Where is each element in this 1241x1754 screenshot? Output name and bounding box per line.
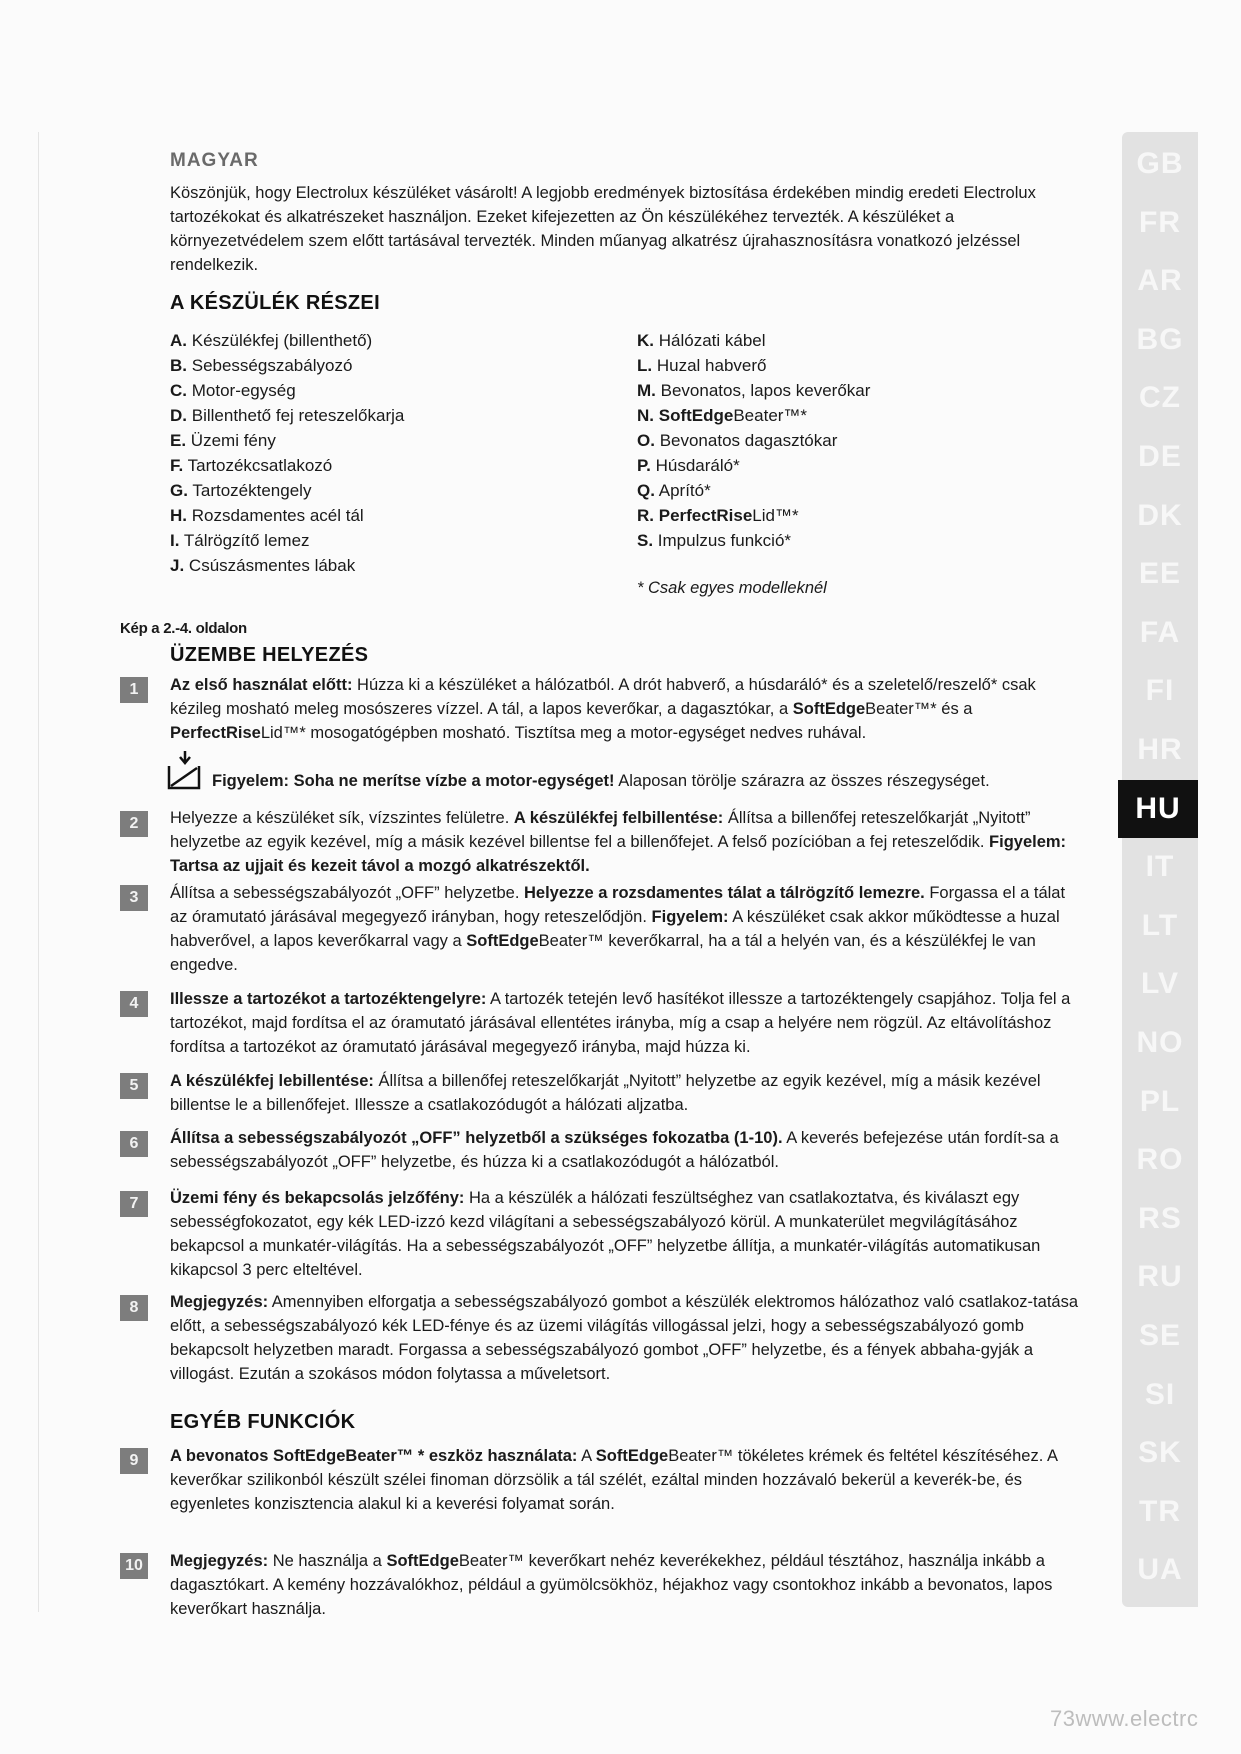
language-tab-si[interactable]: SI bbox=[1144, 1377, 1176, 1411]
parts-list-left bbox=[170, 328, 404, 578]
language-tab-no[interactable]: NO bbox=[1136, 1026, 1184, 1059]
part-item bbox=[637, 478, 870, 503]
setup-heading: ÜZEMBE HELYEZÉS bbox=[170, 644, 369, 666]
step-bold-text: Az első használat előtt: bbox=[170, 676, 353, 694]
part-item bbox=[170, 428, 404, 453]
step-bold-text: A készülékfej felbillentése: bbox=[513, 809, 724, 827]
no-immersion-icon bbox=[165, 750, 205, 790]
step-bold-text: Figyelem: Tartsa az ujjait és kezeit távol a mozgó alkatrészektől. bbox=[170, 833, 1067, 875]
step-number-badge: 9 bbox=[120, 1448, 148, 1474]
part-item bbox=[637, 328, 870, 353]
step-bold-text: A készülékfej lebillentése: bbox=[170, 1072, 374, 1090]
part-item bbox=[170, 328, 404, 353]
language-tab-fa[interactable]: FA bbox=[1139, 615, 1181, 649]
step-bold-text: Figyelem: bbox=[651, 908, 729, 926]
step-number-badge: 5 bbox=[120, 1073, 148, 1099]
step-bold-text: Megjegyzés: bbox=[170, 1293, 269, 1311]
part-brand: SoftEdge bbox=[658, 406, 734, 425]
language-tab-cz[interactable]: CZ bbox=[1139, 381, 1181, 415]
step-plain-text: A keverés befejezése után fordít-sa a sebességszabályozót „OFF” helyzetbe, és húzza ki a csatlakozódugót a hálózatból. bbox=[170, 1129, 1059, 1171]
step-bold-text: Állítsa a sebességszabályozót „OFF” helyzetből a szükséges fokozatba (1-10). bbox=[170, 1129, 783, 1147]
step-number-badge: 1 bbox=[120, 677, 148, 703]
part-text: Aprító* bbox=[658, 481, 711, 500]
language-tab-rs[interactable]: RS bbox=[1138, 1201, 1182, 1235]
step-text bbox=[170, 1549, 1080, 1621]
part-brand: PerfectRise bbox=[658, 506, 753, 525]
step-text bbox=[170, 806, 1080, 878]
part-item bbox=[170, 503, 404, 528]
part-text: Motor-egység bbox=[191, 381, 296, 400]
step-number-badge: 8 bbox=[120, 1295, 148, 1321]
part-letter: K. bbox=[637, 331, 654, 350]
part-text: Bevonatos dagasztókar bbox=[659, 431, 838, 450]
language-tab-ro[interactable]: RO bbox=[1136, 1143, 1184, 1177]
step-bold-text: PerfectRise bbox=[170, 724, 261, 742]
step-bold-text: Illessze a tartozékot a tartozéktengelyre: bbox=[170, 990, 487, 1008]
part-letter: A. bbox=[170, 331, 187, 350]
language-tab-it[interactable]: IT bbox=[1145, 850, 1175, 884]
step-number-badge: 10 bbox=[120, 1553, 148, 1579]
part-text: Tálrögzítő lemez bbox=[183, 531, 310, 550]
language-tab-ua[interactable]: UA bbox=[1137, 1553, 1183, 1587]
part-letter: S. bbox=[637, 531, 654, 550]
part-item bbox=[170, 403, 404, 428]
parts-list-right bbox=[637, 328, 870, 553]
intro-paragraph: Köszönjük, hogy Electrolux készüléket vásárolt! A legjobb eredmények biztosítása érdekében mindig eredeti Electrolux tartozékokat és alkatrészeket használjon. Ezeket kifejezetten az Ön készülékéhez tervezték. A készüléket a környezetvédelem szem előtt tartásával tervezték. Minden műanyag alkatrész újrahasznosításra vonatkozó jelzéssel rendelkezik. bbox=[170, 184, 1036, 274]
step-plain-text: A készüléket csak akkor működtesse a huzal habverővel, a lapos keverőkarral vagy a bbox=[170, 908, 1060, 950]
part-text: Csúszásmentes lábak bbox=[188, 556, 356, 575]
part-text: Billenthető fej reteszelőkarja bbox=[191, 406, 405, 425]
part-text: Sebességszabályozó bbox=[191, 356, 353, 375]
step-plain-text: Állítsa a billenőfej reteszelőkarját „Nyitott” helyzetbe az egyik kezével, míg a másik kezével billentse fel a billenőfejet. A felső pozícióban a fej reteszelődik. bbox=[170, 809, 1031, 851]
part-text: Tartozékcsatlakozó bbox=[187, 456, 333, 475]
language-tab-de[interactable]: DE bbox=[1138, 440, 1182, 473]
language-tab-dk[interactable]: DK bbox=[1137, 498, 1183, 532]
step-text bbox=[170, 1186, 1080, 1282]
step-plain-text: Ha a készülék a hálózati feszültséghez van csatlakoztatva, és kiválaszt egy sebességfokozatot, egy kék LED-izzó kezd világítani a sebességszabályozó körül. A munkaterület megvilágításához bekapcsol a munkatér-világítás. Ha a sebességszabályozót „OFF” helyzetbe állítja, a munkatér-világítás automatikusan kikapcsol 3 perc elteltével. bbox=[170, 1189, 1041, 1279]
part-item bbox=[170, 553, 404, 578]
language-tab-se[interactable]: SE bbox=[1138, 1319, 1182, 1352]
step-plain-text: Beater™ keverőkarral, ha a tál a helyén van, és a készülékfej le van engedve. bbox=[170, 932, 1036, 974]
part-letter: H. bbox=[170, 506, 187, 525]
step-bold-text: SoftEdge bbox=[386, 1552, 459, 1570]
language-label: MAGYAR bbox=[170, 150, 259, 171]
part-item bbox=[637, 528, 870, 553]
language-tab-tr[interactable]: TR bbox=[1139, 1494, 1181, 1528]
step-text bbox=[170, 1069, 1080, 1117]
part-letter: G. bbox=[170, 481, 188, 500]
step-text bbox=[170, 673, 1080, 745]
step-bold-text: Megjegyzés: bbox=[170, 1552, 269, 1570]
part-letter: L. bbox=[637, 356, 653, 375]
language-tab-ar[interactable]: AR bbox=[1137, 264, 1183, 298]
part-letter: F. bbox=[170, 456, 184, 475]
language-tabs bbox=[1122, 132, 1198, 1607]
step-plain-text: Állítsa a sebességszabályozót „OFF” helyzetbe. bbox=[170, 884, 524, 902]
step-plain-text: Ne használja a bbox=[268, 1552, 387, 1570]
step-text bbox=[170, 1126, 1080, 1174]
step-text bbox=[170, 881, 1080, 977]
language-tab-ee[interactable]: EE bbox=[1138, 557, 1182, 591]
part-item bbox=[170, 528, 404, 553]
part-item bbox=[637, 353, 870, 378]
part-item bbox=[170, 378, 404, 403]
step-bold-text: A bevonatos SoftEdgeBeater™ * eszköz használata: bbox=[170, 1447, 578, 1465]
part-letter: Q. bbox=[637, 481, 655, 500]
language-tab-pl[interactable]: PL bbox=[1139, 1084, 1181, 1118]
part-item bbox=[637, 453, 870, 478]
language-tab-fr[interactable]: FR bbox=[1139, 205, 1181, 239]
part-item bbox=[170, 478, 404, 503]
part-text: Beater™* bbox=[733, 406, 808, 425]
part-text: Huzal habverő bbox=[656, 356, 767, 375]
step-text bbox=[170, 1444, 1080, 1516]
part-letter: J. bbox=[170, 556, 185, 575]
step-plain-text: A tartozék tetején levő hasítékot illessze a tartozéktengely csapjához. Tolja fel a tartozékot, majd fordítsa el az óramutató járásával ellentétes irányba, míg a csap a helyére nem rögzül. Az eltávolításhoz fordítsa a tartozékot az óramutató járásával megegyező irányba, majd húzza ki. bbox=[170, 990, 1071, 1056]
part-letter: N. bbox=[637, 406, 654, 425]
step-plain-text: Forgassa el a tálat az óramutató járásával megegyező irányban, hogy reteszelődjön. bbox=[170, 884, 1066, 926]
part-item bbox=[170, 353, 404, 378]
picture-reference: Kép a 2.-4. oldalon bbox=[120, 620, 247, 637]
part-text: Húsdaráló* bbox=[655, 456, 740, 475]
part-letter: E. bbox=[170, 431, 187, 450]
step-number-badge: 7 bbox=[120, 1191, 148, 1217]
part-item bbox=[637, 428, 870, 453]
part-letter: M. bbox=[637, 381, 656, 400]
step-text bbox=[170, 1290, 1080, 1386]
language-tab-fi[interactable]: FI bbox=[1145, 674, 1175, 708]
part-text: Impulzus funkció* bbox=[657, 531, 792, 550]
part-text: Bevonatos, lapos keverőkar bbox=[660, 381, 871, 400]
step-number-badge: 3 bbox=[120, 885, 148, 911]
language-tab-hu[interactable]: HU bbox=[1118, 780, 1198, 838]
step-plain-text: Lid™* mosogatógépben mosható. Tisztítsa meg a motor-egységet nedves ruhával. bbox=[260, 724, 867, 742]
part-text: Rozsdamentes acél tál bbox=[191, 506, 364, 525]
step-number-badge: 4 bbox=[120, 991, 148, 1017]
left-margin-rule bbox=[38, 132, 39, 1612]
warning-bold: Figyelem: Soha ne merítse vízbe a motor-egységet! bbox=[212, 772, 615, 790]
part-item bbox=[170, 453, 404, 478]
language-tab-bg[interactable]: BG bbox=[1136, 322, 1184, 356]
part-letter: R. bbox=[637, 506, 654, 525]
step-plain-text: Állítsa a billenőfej reteszelőkarját „Nyitott” helyzetbe az egyik kezével, míg a másik kezével billentse le a billenőfejet. Illessze a csatlakozódugót a hálózati aljzatba. bbox=[170, 1072, 1041, 1114]
warning-row bbox=[165, 750, 1080, 798]
step-number-badge: 2 bbox=[120, 811, 148, 837]
step-number-badge: 6 bbox=[120, 1131, 148, 1157]
step-bold-text: Üzemi fény és bekapcsolás jelzőfény: bbox=[170, 1189, 465, 1207]
part-item bbox=[637, 403, 870, 428]
part-item bbox=[637, 378, 870, 403]
parts-footnote: * Csak egyes modelleknél bbox=[637, 579, 827, 597]
step-plain-text: Helyezze a készüléket sík, vízszintes felületre. bbox=[170, 809, 514, 827]
part-text: Üzemi fény bbox=[190, 431, 276, 450]
part-text: Lid™* bbox=[752, 506, 799, 525]
part-letter: C. bbox=[170, 381, 187, 400]
part-letter: O. bbox=[637, 431, 655, 450]
step-bold-text: SoftEdge bbox=[792, 700, 866, 718]
warning-rest: Alaposan törölje szárazra az összes részegységet. bbox=[614, 772, 990, 790]
step-bold-text: SoftEdge bbox=[466, 932, 539, 950]
step-bold-text: SoftEdge bbox=[595, 1447, 669, 1465]
page-footer: 73www.electrc bbox=[1050, 1706, 1199, 1731]
language-tab-gb[interactable]: GB bbox=[1136, 147, 1184, 180]
part-letter: P. bbox=[637, 456, 651, 475]
part-text: Hálózati kábel bbox=[658, 331, 766, 350]
step-plain-text: Beater™ keverőkart nehéz keverékekhez, például tésztához, használja inkább a dagasztókart. A kemény hozzávalókhoz, például a gyümölcsökhöz, héjakhoz vagy csontokhoz inkább a bevonatos, lapos keverőkart használja. bbox=[170, 1552, 1053, 1618]
part-letter: B. bbox=[170, 356, 187, 375]
part-letter: I. bbox=[170, 531, 180, 550]
step-plain-text: Húzza ki a készüléket a hálózatból. A drót habverő, a húsdaráló* és a szeletelő/reszelő* csak kézileg mosható meleg mosószeres vízzel. A tál, a lapos keverőkar, a dagasztókar, a bbox=[170, 676, 1036, 718]
warning-text bbox=[212, 772, 990, 791]
language-tab-hr[interactable]: HR bbox=[1137, 733, 1183, 766]
step-plain-text: Beater™ tökéletes krémek és feltétel készítéséhez. A keverőkar szilikonból készült szélei finoman dörzsölik a tál szélét, ezáltal minden hozzávaló bekerül a keverék-be, és egyenletes konzisztencia alakul ki a keverési folyamat során. bbox=[170, 1447, 1058, 1513]
step-bold-text: Helyezze a rozsdamentes tálat a tálrögzítő lemezre. bbox=[524, 884, 925, 902]
step-plain-text: Amennyiben elforgatja a sebességszabályozó gombot a készülék elektromos hálózathoz való csatlakoz-tatása előtt, a sebességszabályozó kék LED-fénye és az üzemi világítás villogással jelzi, hogy a sebességszabályozó gomb bekapcsolt helyzetben maradt. Forgassa a sebességszabályozó gombot „OFF” helyzetbe, és a fények abbaha-gyják a villogást. Ezután a szokásos módon folytassa a műveletsort. bbox=[170, 1293, 1079, 1383]
step-plain-text: Beater™* és a bbox=[865, 700, 973, 718]
part-letter: D. bbox=[170, 406, 187, 425]
part-text: Készülékfej (billenthető) bbox=[191, 331, 373, 350]
parts-heading: A KÉSZÜLÉK RÉSZEI bbox=[170, 292, 380, 314]
other-heading: EGYÉB FUNKCIÓK bbox=[170, 1411, 356, 1433]
language-tab-ru[interactable]: RU bbox=[1137, 1260, 1183, 1294]
language-tab-lv[interactable]: LV bbox=[1140, 967, 1180, 1001]
part-item bbox=[637, 503, 870, 528]
language-tab-lt[interactable]: LT bbox=[1141, 908, 1179, 942]
step-plain-text: A bbox=[577, 1447, 596, 1465]
language-tab-sk[interactable]: SK bbox=[1138, 1436, 1182, 1470]
part-text: Tartozéktengely bbox=[192, 481, 312, 500]
step-text bbox=[170, 987, 1080, 1059]
